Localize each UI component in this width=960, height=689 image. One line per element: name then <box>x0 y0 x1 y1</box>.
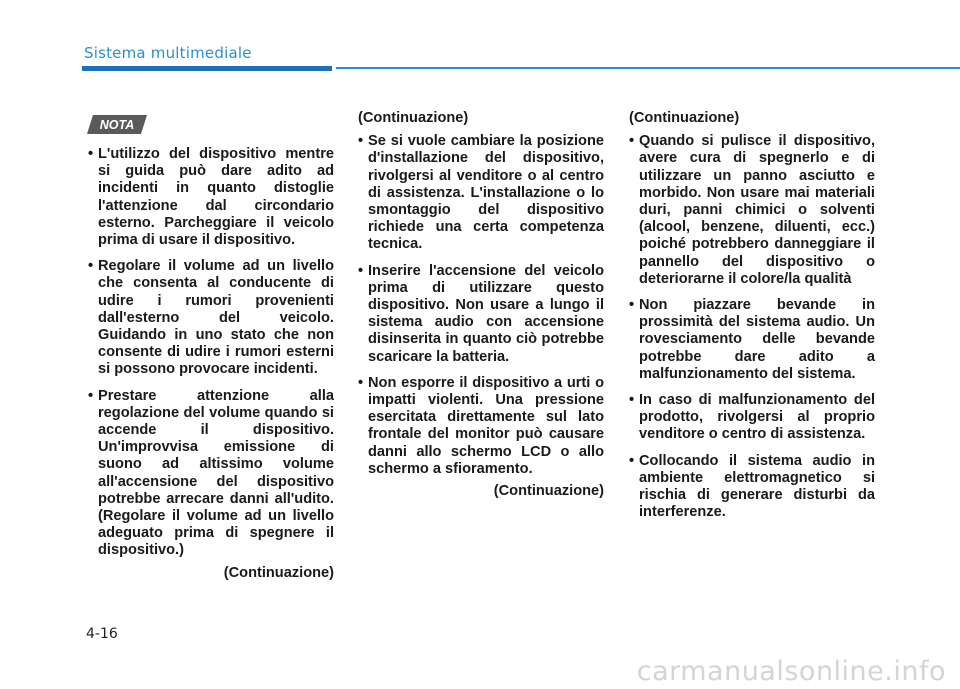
note-badge <box>87 115 147 134</box>
page-number: 4-16 <box>86 626 118 642</box>
list-item: • Regolare il volume ad un livello che consenta al conducente di udire i rumori provenienti dall'esterno del veicolo. Guidando in uno stato che non consente di udire i rumori esterni si possono provocare incidenti. <box>88 258 334 378</box>
list-item: • L'utilizzo del dispositivo mentre si guida può dare adito ad incidenti in quanto distoglie l'attenzione dal circondario esterno. Parcheggiare il veicolo prima di usare il dispositivo. <box>88 146 334 249</box>
section-title: Sistema multimediale <box>84 44 252 62</box>
bullet-list <box>358 133 604 478</box>
list-item: • Quando si pulisce il dispositivo, avere cura di spegnerlo e di utilizzare un panno asciutto e morbido. Non usare mai materiali duri, panni chimici o solventi (alcool, benzene, diluenti, ecc.) poiché potrebbero danneggiare il pannello del dispositivo o deteriorarne il colore/la qualità <box>629 133 875 288</box>
continuation-footer: (Continuazione) <box>223 564 334 581</box>
list-item: • Non esporre il dispositivo a urti o impatti violenti. Una pressione esercitata direttamente sul lato frontale del monitor può causare danni allo schermo LCD o allo schermo a sfioramento. <box>358 375 604 478</box>
list-item: • In caso di malfunzionamento del prodotto, rivolgersi al proprio venditore o centro di assistenza. <box>629 392 875 444</box>
text-column-1 <box>88 146 334 582</box>
header-rule-light <box>336 67 960 69</box>
bullet-list <box>629 133 875 521</box>
note-badge-shape <box>87 115 147 134</box>
continuation-heading: (Continuazione) <box>358 110 469 126</box>
text-column-3 <box>629 110 875 530</box>
continuation-footer: (Continuazione) <box>493 483 604 500</box>
list-item: • Se si vuole cambiare la posizione d'installazione del dispositivo, rivolgersi al venditore o al centro di assistenza. L'installazione o lo smontaggio del dispositivo richiede una certa competenza tecnica. <box>358 133 604 253</box>
header-rule-dark <box>82 66 332 71</box>
list-item: • Collocando il sistema audio in ambiente elettromagnetico si rischia di generare disturbi da interferenze. <box>629 453 875 522</box>
note-badge-label: NOTA <box>99 118 135 132</box>
text-column-2 <box>358 110 604 500</box>
list-item: • Non piazzare bevande in prossimità del sistema audio. Un rovesciamento delle bevande potrebbe dare adito a malfunzionamento del sistema. <box>629 297 875 383</box>
watermark: carmanualsonline.info <box>636 656 946 687</box>
continuation-heading: (Continuazione) <box>629 110 740 126</box>
list-item: • Prestare attenzione alla regolazione del volume quando si accende il dispositivo. Un'improvvisa emissione di suono ad altissimo volume all'accensione del dispositivo potrebbe arrecare danni all'udito. (Regolare il volume ad un livello adeguato prima di spegnere il dispositivo.) <box>88 388 334 560</box>
bullet-list <box>88 146 334 560</box>
list-item: • Inserire l'accensione del veicolo prima di utilizzare questo dispositivo. Non usare a lungo il sistema audio con accensione disinserita in quanto ciò potrebbe scaricare la batteria. <box>358 263 604 366</box>
